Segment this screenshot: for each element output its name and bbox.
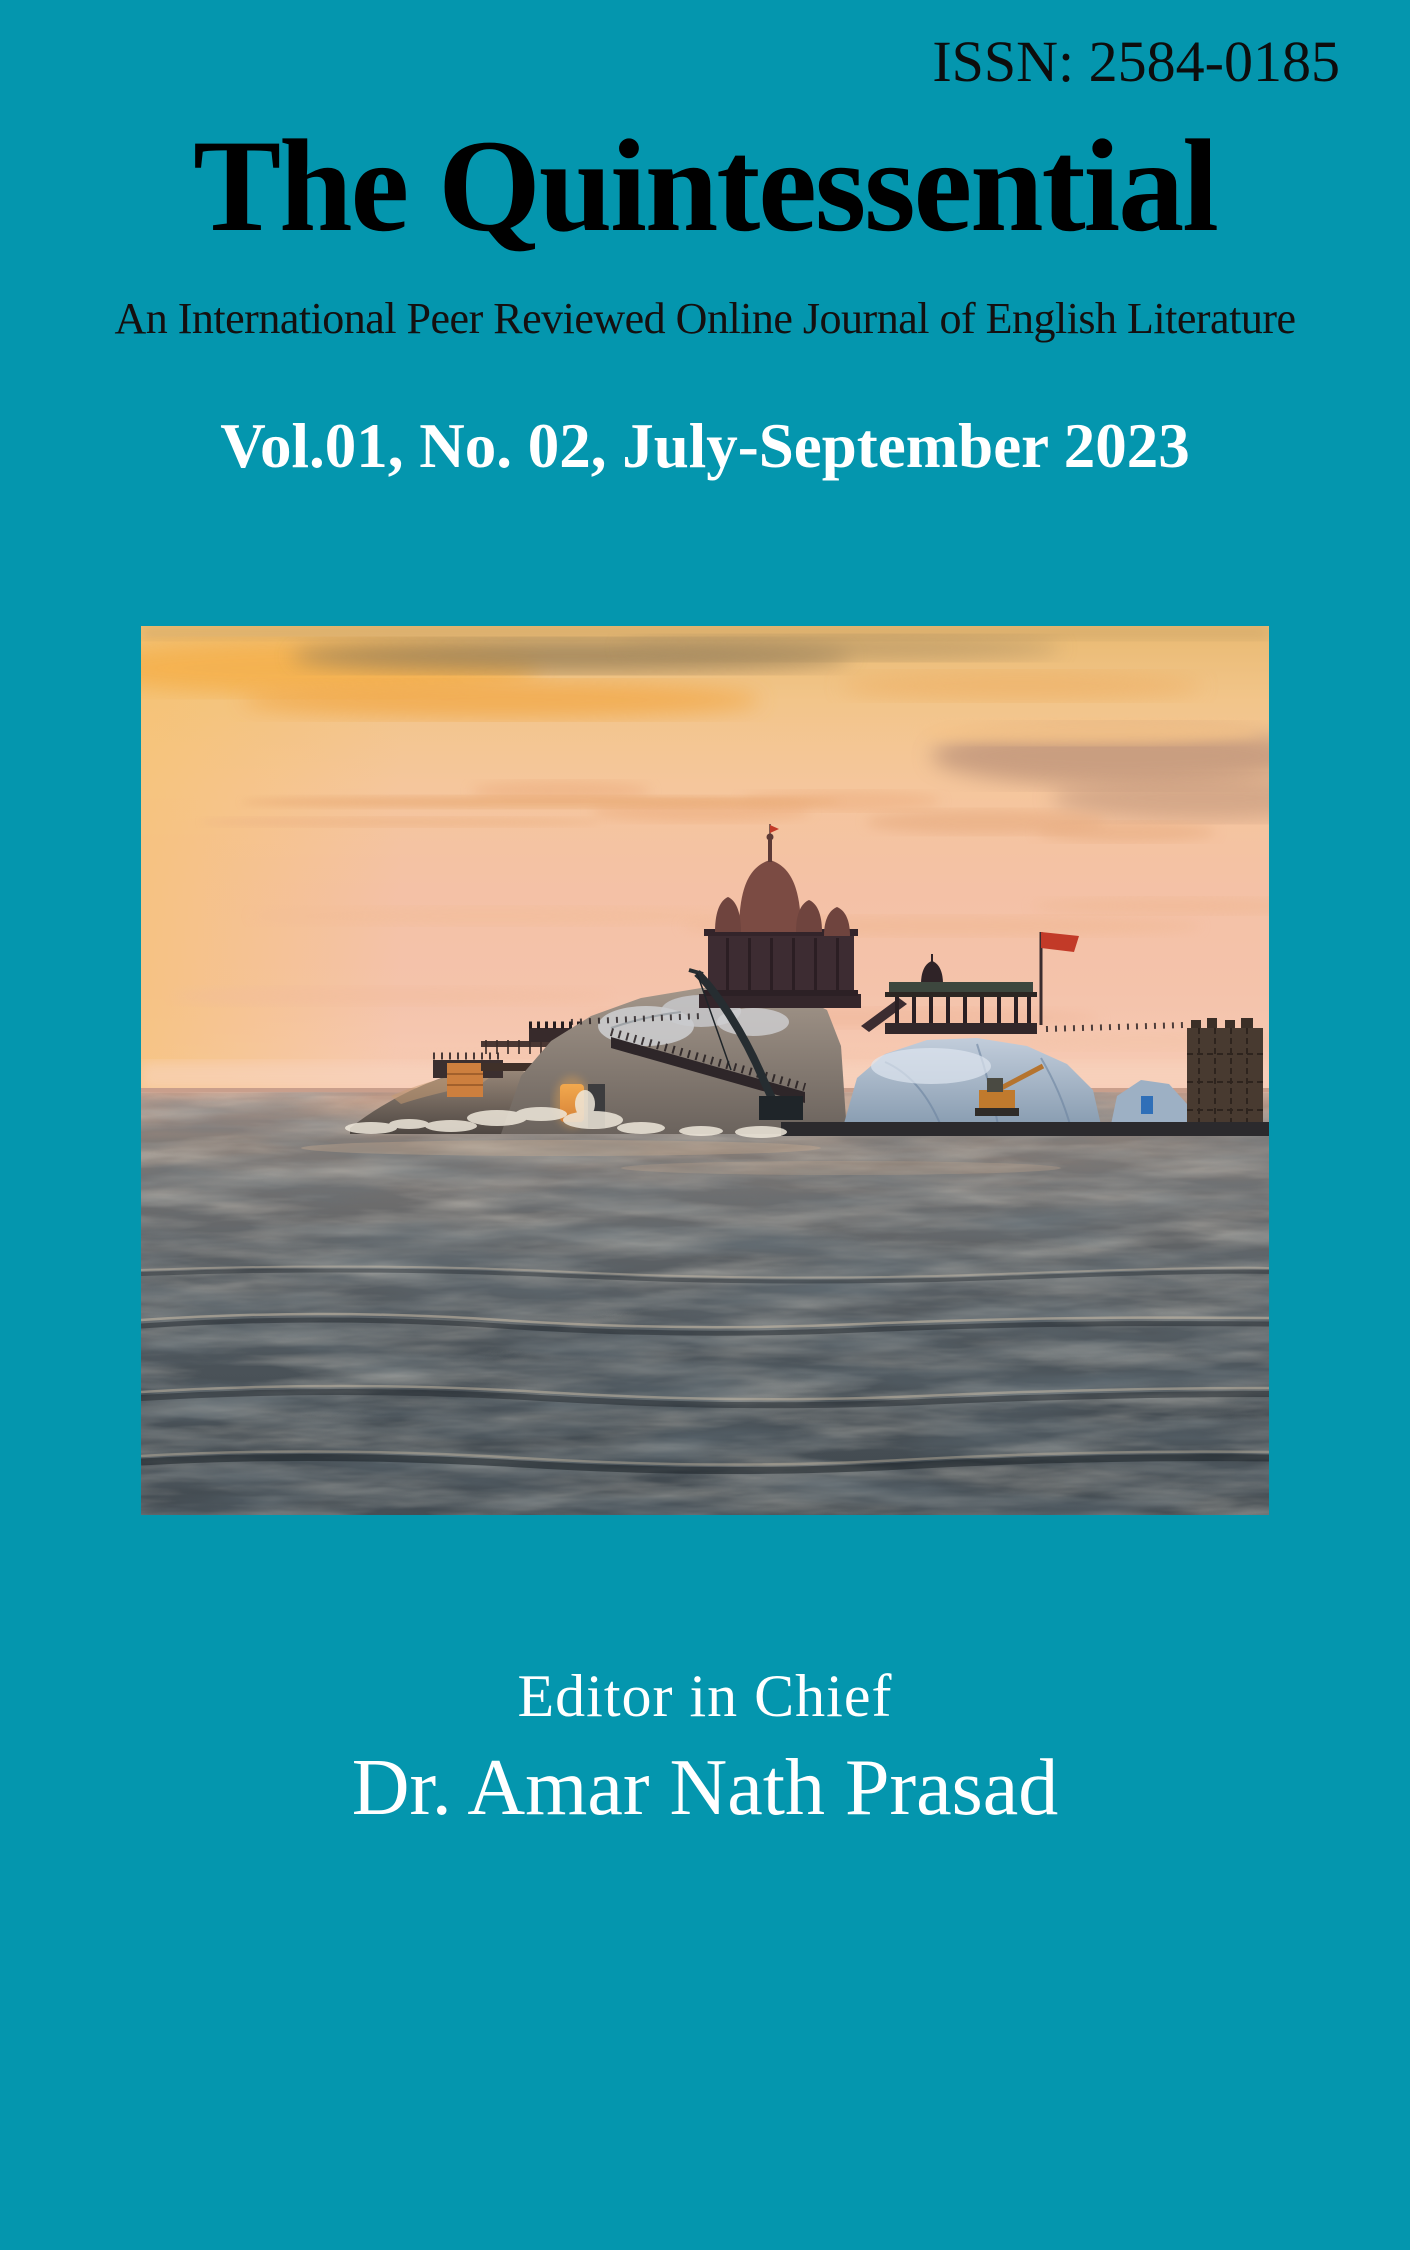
- issn-text: ISSN: 2584-0185: [932, 29, 1340, 94]
- cover-photo-illustration: [141, 626, 1269, 1515]
- scaffold-tower: [1187, 1018, 1263, 1134]
- cover-photo: [141, 626, 1269, 1515]
- editor-name: Dr. Amar Nath Prasad: [351, 1744, 1059, 1832]
- editor-label: Editor in Chief: [517, 1663, 893, 1729]
- journal-title: The Quintessential: [193, 112, 1217, 259]
- journal-subtitle: An International Peer Reviewed Online Journal of English Literature: [114, 294, 1296, 343]
- volume-issue-line: Vol.01, No. 02, July-September 2023: [220, 411, 1190, 481]
